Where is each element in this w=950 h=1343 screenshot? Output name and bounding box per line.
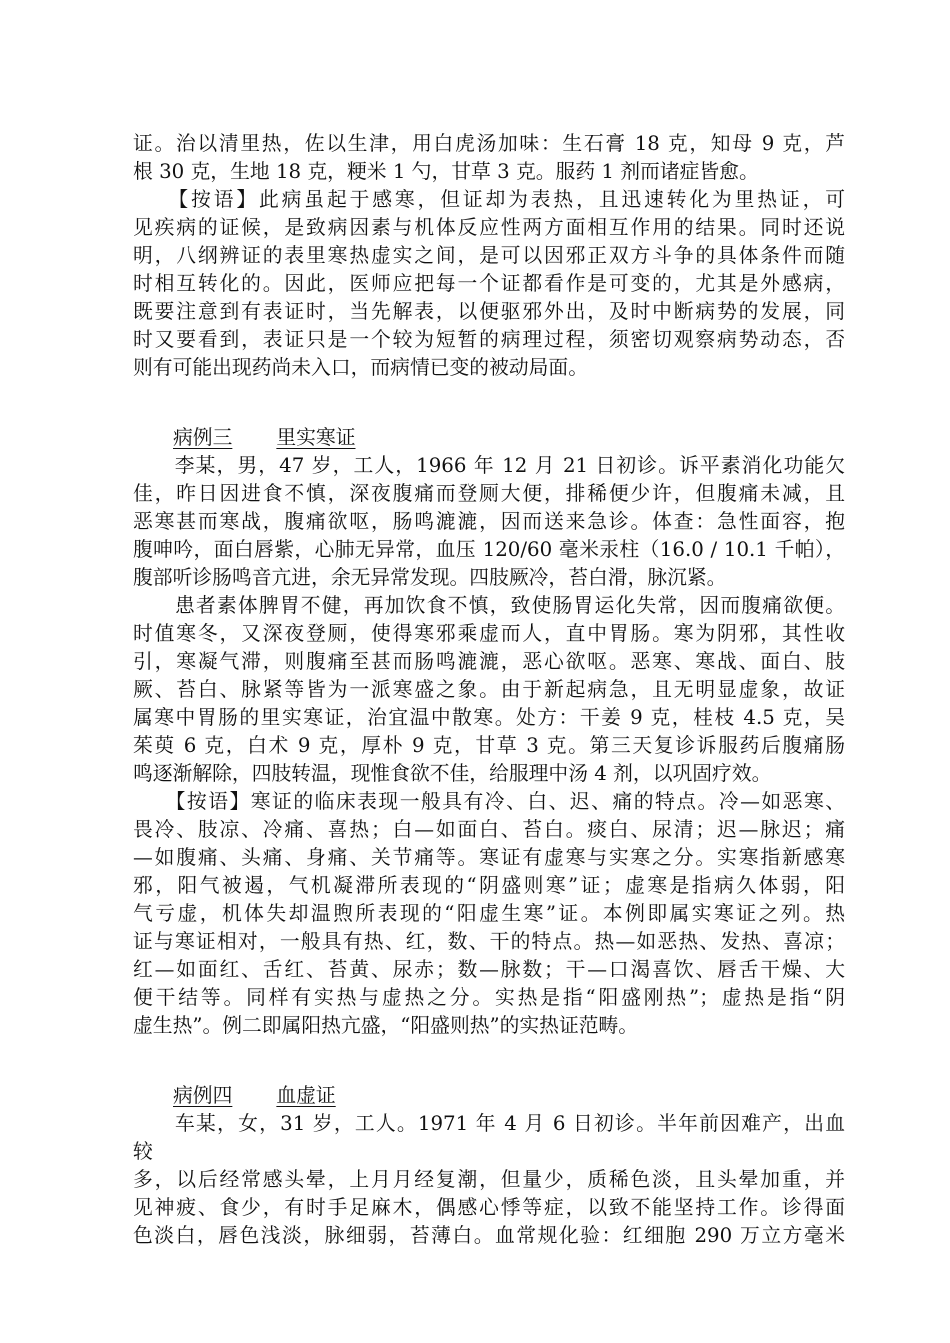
document-page <box>133 130 845 1250</box>
text-line: 色淡白，唇色浅淡，脉细弱，苔薄白。血常规化验：红细胞 290 万立方毫米 <box>133 1224 845 1247</box>
text-line: 患者素体脾胃不健，再加饮食不慎，致使肠胃运化失常，因而腹痛欲便。 <box>133 594 845 617</box>
text-line: 李某，男，47 岁，工人，1966 年 12 月 21 日初诊。诉平素消化功能欠 <box>133 454 845 477</box>
text-line: 则有可能出现药尚未入口，而病情已变的被动局面。 <box>133 356 588 379</box>
text-line: 恶寒甚而寒战，腹痛欲呕，肠鸣漉漉，因而送来急诊。体查：急性面容，抱 <box>133 510 845 533</box>
case3-label: 病例三 <box>173 426 233 449</box>
case4-heading <box>133 1082 845 1110</box>
text-line: —如腹痛、头痛、身痛、关节痛等。寒证有虚寒与实寒之分。实寒指新感寒 <box>133 846 845 869</box>
text-line: 畏冷、肢凉、冷痛、喜热；白—如面白、苔白。痰白、尿清；迟—脉迟；痛 <box>133 818 845 841</box>
text-line: 证。治以清里热，佐以生津，用白虎汤加味：生石膏 18 克，知母 9 克，芦 <box>133 132 845 155</box>
text-line: 明，八纲辨证的表里寒热虚实之间，是可以因邪正双方斗争的具体条件而随 <box>133 244 845 267</box>
text-line: 【按语】寒证的临床表现一般具有冷、白、迟、痛的特点。冷—如恶寒、 <box>133 790 845 813</box>
text-line: 佳，昨日因进食不慎，深夜腹痛而登厕大便，排稀便少许，但腹痛未减，且 <box>133 482 845 505</box>
text-line: 属寒中胃肠的里实寒证，治宜温中散寒。处方：干姜 9 克，桂枝 4.5 克，吴 <box>133 706 845 729</box>
text-line: 根 30 克，生地 18 克，粳米 1 勺，甘草 3 克。服药 1 剂而诸症皆愈。 <box>133 160 759 183</box>
text-line: 多，以后经常感头晕，上月月经复潮，但量少，质稀色淡，且头晕加重，并 <box>133 1168 845 1191</box>
text-line: 【按语】此病虽起于感寒，但证却为表热，且迅速转化为里热证，可 <box>133 188 845 211</box>
paragraph-case3-analysis <box>133 592 845 788</box>
text-line: 引，寒凝气滞，则腹痛至甚而肠鸣漉漉，恶心欲呕。恶寒、寒战、面白、肢 <box>133 650 845 673</box>
paragraph-treatment <box>133 130 845 186</box>
section-gap <box>133 1040 845 1082</box>
case3-title: 里实寒证 <box>276 426 356 449</box>
paragraph-note-case2 <box>133 186 845 382</box>
text-line: 见神疲、食少，有时手足麻木，偶感心悸等症，以致不能坚持工作。诊得面 <box>133 1196 845 1219</box>
paragraph-case4-history <box>133 1110 845 1250</box>
text-line: 虚生热”。例二即属阳热亢盛，“阳盛则热”的实热证范畴。 <box>133 1014 639 1037</box>
paragraph-case3-note <box>133 788 845 1040</box>
section-gap <box>133 382 845 424</box>
text-line: 茱萸 6 克，白术 9 克，厚朴 9 克，甘草 3 克。第三天复诊诉服药后腹痛肠 <box>133 734 845 757</box>
case4-label: 病例四 <box>173 1084 233 1107</box>
paragraph-case3-history <box>133 452 845 592</box>
text-line: 既要注意到有表证时，当先解表，以便驱邪外出，及时中断病势的发展，同 <box>133 300 845 323</box>
text-line: 时相互转化的。因此，医师应把每一个证都看作是可变的，尤其是外感病， <box>133 272 845 295</box>
text-line: 鸣逐渐解除，四肢转温，现惟食欲不佳，给服理中汤 4 剂，以巩固疗效。 <box>133 762 772 785</box>
text-line: 见疾病的证候，是致病因素与机体反应性两方面相互作用的结果。同时还说 <box>133 216 845 239</box>
text-line: 厥、苔白、脉紧等皆为一派寒盛之象。由于新起病急，且无明显虚象，故证 <box>133 678 845 701</box>
text-line: 气亏虚，机体失却温煦所表现的“阳虚生寒”证。本例即属实寒证之列。热 <box>133 902 845 925</box>
text-line: 证与寒证相对，一般具有热、红，数、干的特点。热—如恶热、发热、喜凉； <box>133 930 845 953</box>
case3-heading <box>133 424 845 452</box>
text-line: 便干结等。同样有实热与虚热之分。实热是指“阳盛刚热”；虚热是指“阴 <box>133 986 845 1009</box>
text-line: 腹呻吟，面白唇紫，心肺无异常，血压 120/60 毫米汞柱（16.0 / 10.1 千帕）， <box>133 538 845 561</box>
text-line: 红—如面红、舌红、苔黄、尿赤；数—脉数；干—口渴喜饮、唇舌干燥、大 <box>133 958 845 981</box>
case4-title: 血虚证 <box>276 1084 336 1107</box>
text-line: 车某，女，31 岁，工人。1971 年 4 月 6 日初诊。半年前因难产，出血 <box>133 1112 845 1135</box>
text-line: 腹部听诊肠鸣音亢进，余无异常发现。四肢厥冷，苔白滑，脉沉紧。 <box>133 566 727 589</box>
text-line: 时值寒冬，又深夜登厕，使得寒邪乘虚而人，直中胃肠。寒为阴邪，其性收 <box>133 622 845 645</box>
text-line: 时又要看到，表证只是一个较为短暂的病理过程，须密切观察病势动态，否 <box>133 328 845 351</box>
text-line: 较 <box>133 1140 153 1163</box>
text-line: 邪，阳气被遏，气机凝滞所表现的“阴盛则寒”证；虚寒是指病久体弱，阳 <box>133 874 845 897</box>
